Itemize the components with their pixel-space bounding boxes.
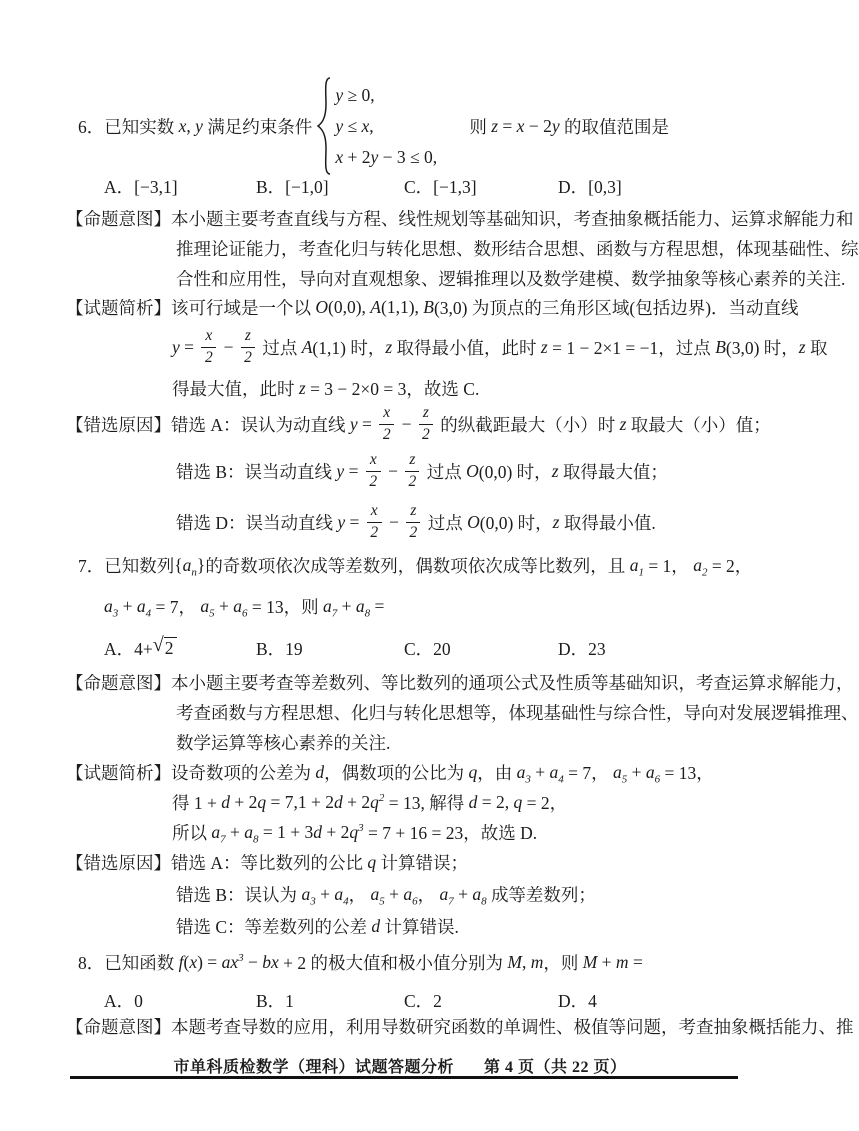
- text-run: 计算错误；: [376, 852, 469, 873]
- math-run: z: [298, 377, 306, 398]
- text-run: (0,0),: [328, 296, 371, 317]
- text-run: +: [337, 595, 356, 616]
- text-run: A．[−3,1]: [104, 176, 178, 197]
- text-run: + 2: [343, 146, 371, 167]
- option-b: [256, 988, 294, 1013]
- text-run: ≤: [343, 115, 362, 136]
- fraction: [406, 503, 420, 541]
- math-subscripted: $a_6$: [403, 883, 418, 907]
- math-run: y: [335, 84, 344, 105]
- text-run: 取: [805, 337, 828, 358]
- text-run: 的纵截距最大（小）时: [435, 414, 620, 435]
- question-6-stem: [78, 80, 669, 172]
- q6-analysis-line-1: [66, 294, 799, 320]
- math-run: z: [540, 336, 548, 357]
- fraction: [241, 328, 255, 366]
- text-run: +: [453, 883, 473, 904]
- option-d: [558, 174, 622, 199]
- text-run: =: [345, 511, 364, 532]
- subscript: 4: [145, 607, 152, 619]
- superscript: 2: [378, 791, 385, 804]
- option-b: [256, 636, 303, 661]
- text-run: +: [118, 595, 137, 616]
- text-run: }: [196, 554, 206, 575]
- text-run: ,: [369, 115, 374, 136]
- q6-analysis-line-3: [172, 375, 479, 401]
- text-run: + 2: [342, 791, 371, 812]
- fraction-numerator: x: [201, 328, 216, 347]
- math-run: x: [335, 146, 344, 167]
- text-run: = 13, 解得: [384, 792, 469, 813]
- q6-intent-line-3: [176, 265, 845, 291]
- text-run: 得最大值，此时: [172, 378, 299, 399]
- fraction-numerator: z: [405, 452, 419, 471]
- subscript: 1: [638, 566, 644, 578]
- math-run: A: [301, 336, 313, 357]
- text-run: 6．已知实数: [78, 116, 179, 137]
- text-run: 【错选原因】错选 A：等比数列的公比: [66, 852, 368, 873]
- subscript: 6: [412, 895, 418, 907]
- fraction: [379, 405, 394, 443]
- text-run: 成等差数列；: [486, 884, 596, 905]
- constraint-row: [335, 116, 437, 137]
- text-run: 【错选原因】错选 A：误认为动直线: [66, 414, 350, 435]
- constraint-row: [335, 147, 437, 168]
- text-run: 合性和应用性，导向对直观想象、逻辑推理以及数学建模、数学抽象等核心素养的关注.: [176, 268, 846, 289]
- option-c: [404, 988, 442, 1013]
- footer-title: 市单科质检数学（理科）试题答题分析: [173, 1058, 454, 1076]
- text-run: (: [183, 951, 190, 972]
- text-run: = 1 − 2×1 = −1，过点: [547, 337, 716, 358]
- text-run: +: [214, 595, 234, 616]
- text-run: = 7，: [563, 762, 613, 783]
- text-run: = 7 + 16 = 23，故选 D.: [363, 822, 538, 843]
- q6-analysis-line-2: [172, 324, 827, 370]
- subscript: 5: [379, 895, 385, 907]
- fraction-numerator: z: [419, 405, 433, 424]
- text-run: 错选 D：误当动直线: [176, 512, 338, 533]
- text-run: 的奇数项依次成等差数列，偶数项依次成等比数列，且: [205, 555, 630, 576]
- math-subscripted: $a_6$: [233, 595, 248, 619]
- text-run: 错选 B：误认为: [176, 884, 302, 905]
- math-run: q: [257, 791, 267, 812]
- math-run: y: [335, 115, 344, 136]
- math-subscripted: $a_4$: [136, 595, 152, 619]
- text-run: + 2 的极大值和极小值分别为: [278, 952, 508, 973]
- text-run: 的取值范围是: [559, 116, 669, 137]
- text-run: B．1: [256, 990, 294, 1011]
- q6-wrong-choice-a: [66, 401, 771, 447]
- fraction-numerator: z: [241, 328, 255, 347]
- q7-intent-line-3: [176, 729, 390, 755]
- text-run: =: [498, 115, 517, 136]
- math-subscripted: $a_7$: [211, 821, 226, 845]
- option-a: [104, 636, 177, 661]
- option-b: [256, 174, 329, 199]
- fraction-denominator: 2: [244, 348, 252, 366]
- math-run: B: [423, 296, 434, 317]
- text-run: + 2: [322, 821, 350, 842]
- text-run: 考查函数与方程思想、化归与转化思想等，体现基础性与综合性，导向对发展逻辑推理、: [176, 702, 859, 723]
- math-run: z: [551, 460, 559, 481]
- math-run: d: [313, 821, 322, 842]
- q7-analysis-line-3: [172, 819, 537, 845]
- text-run: 数学运算等核心素养的关注.: [176, 732, 391, 753]
- q8-intent-line-1: [66, 1013, 854, 1039]
- text-run: 取得最小值.: [559, 512, 656, 533]
- math-run: m: [615, 951, 629, 972]
- text-run: A．4+: [104, 638, 153, 659]
- text-run: 过点: [423, 512, 468, 533]
- text-run: −: [219, 336, 238, 357]
- text-run: ，由: [477, 762, 517, 783]
- math-run: A: [370, 296, 381, 317]
- fraction-denominator: 2: [382, 425, 391, 443]
- footer-page-number: 第 4 页（共 22 页）: [484, 1058, 627, 1076]
- math-subscripted: $a_8$: [472, 883, 487, 907]
- text-run: ≥ 0,: [343, 84, 375, 105]
- subscript: 6: [654, 773, 661, 785]
- text-run: +: [315, 883, 335, 904]
- math-subscripted: $a_4$: [549, 761, 564, 785]
- math-subscripted: $a_7$: [439, 883, 454, 907]
- question-7-stem-2: [104, 593, 384, 619]
- text-run: = 2，: [707, 555, 753, 576]
- subscript: 7: [331, 607, 338, 619]
- fraction: [405, 452, 419, 490]
- math-run: d: [371, 915, 381, 936]
- text-run: C．[−1,3]: [404, 176, 477, 197]
- q7-analysis-line-2: [172, 789, 567, 815]
- math-run: z: [619, 413, 627, 434]
- subscript: 2: [701, 566, 708, 578]
- text-run: 8．已知函数: [78, 952, 179, 973]
- text-run: 【命题意图】本小题主要考查等差数列、等比数列的通项公式及性质等基础知识，考查运算求解能力，: [66, 672, 854, 693]
- constraint-row: [335, 85, 437, 106]
- q7-intent-line-1: [66, 669, 854, 695]
- text-run: 【命题意图】本题考查导数的应用，利用导数研究函数的单调性、极值等问题，考查抽象概括能力、推: [66, 1016, 854, 1037]
- subscript: 5: [209, 607, 215, 619]
- footer-rule: [70, 1076, 738, 1079]
- text-run: (1,1),: [381, 296, 424, 317]
- text-run: 【命题意图】本小题主要考查直线与方程、线性规划等基础知识，考查抽象概括能力、运算求解能力和: [66, 208, 854, 229]
- text-run: =: [179, 336, 199, 357]
- math-run: M: [582, 951, 598, 972]
- subscript: n: [191, 566, 197, 578]
- text-run: = 13，则: [247, 596, 323, 617]
- math-run: a: [221, 951, 231, 972]
- math-run: m: [530, 951, 544, 972]
- subscript: 7: [448, 895, 454, 907]
- math-run: d: [334, 791, 343, 812]
- square-root: [152, 634, 177, 659]
- text-run: 7．已知数列: [78, 555, 175, 576]
- text-run: (0,0) 时，: [478, 461, 552, 482]
- option-a: [104, 174, 178, 199]
- text-run: +: [530, 761, 550, 782]
- fraction-numerator: z: [406, 503, 420, 522]
- subscript: 5: [621, 773, 628, 785]
- text-run: = 2，: [522, 792, 568, 813]
- text-run: =: [370, 595, 385, 616]
- text-run: C．20: [404, 638, 451, 659]
- text-run: 取得最大值；: [558, 461, 668, 482]
- text-run: − 2: [524, 115, 552, 136]
- text-run: 推理论证能力，考查化归与转化思想、数形结合思想、函数与方程思想，体现基础性、综: [176, 238, 859, 259]
- fraction: [367, 503, 382, 541]
- math-subscripted: $a_5$: [200, 595, 215, 619]
- subscript: 3: [310, 895, 316, 907]
- fraction: [419, 405, 433, 443]
- math-subscripted: $a_3$: [104, 595, 119, 619]
- text-run: ,: [521, 951, 531, 972]
- math-run: y: [370, 146, 379, 167]
- text-run: D．23: [558, 638, 606, 659]
- text-run: = 3 − 2×0 = 3，故选 C.: [305, 378, 480, 399]
- math-run: bx: [262, 951, 279, 972]
- text-run: 满足约束条件: [202, 116, 313, 137]
- text-run: 错选 B：误当动直线: [176, 461, 337, 482]
- radical-icon: √: [152, 634, 164, 656]
- math-run: O: [466, 460, 479, 481]
- q7-wrong-choice-c: [176, 913, 459, 939]
- math-run: y: [337, 511, 346, 532]
- text-run: 所以: [172, 822, 212, 843]
- math-subscripted: $a_n$: [182, 554, 197, 578]
- math-subscripted: $a_8$: [244, 821, 259, 845]
- math-run: z: [491, 115, 499, 136]
- math-run: z: [385, 336, 393, 357]
- option-d: [558, 988, 597, 1013]
- subscript: 8: [253, 833, 259, 845]
- text-run: 错选 C：等差数列的公差: [176, 916, 372, 937]
- text-run: +: [384, 883, 404, 904]
- subscript: 3: [112, 607, 119, 619]
- fraction-numerator: x: [367, 503, 382, 522]
- fraction-denominator: 2: [409, 523, 418, 541]
- math-run: O: [315, 296, 329, 317]
- text-run: =: [344, 460, 363, 481]
- text-run: (1,1) 时，: [312, 337, 386, 358]
- math-run: y: [349, 413, 358, 434]
- math-run: z: [798, 336, 806, 357]
- text-run: B．[−1,0]: [256, 176, 329, 197]
- math-superscripted: $q^3$: [349, 821, 364, 842]
- math-run: y: [551, 115, 560, 136]
- subscript: 8: [364, 607, 371, 619]
- question-7-stem-1: [78, 552, 752, 578]
- text-run: 则: [443, 116, 492, 137]
- fraction-numerator: x: [366, 452, 381, 471]
- text-run: = 7，: [151, 596, 201, 617]
- math-subscripted: $a_8$: [355, 595, 371, 619]
- subscript: 8: [481, 895, 487, 907]
- math-subscripted: $a_5$: [370, 883, 385, 907]
- fraction-denominator: 2: [408, 472, 417, 490]
- subscript: 4: [343, 895, 349, 907]
- constraint-system: [316, 76, 437, 176]
- option-a: [104, 988, 143, 1013]
- math-run: z: [552, 511, 560, 532]
- text-run: ) =: [197, 951, 222, 972]
- text-run: {: [174, 554, 183, 575]
- math-run: x: [178, 115, 187, 136]
- text-run: (3,0) 为顶点的三角形区域(包括边界)．当动直线: [433, 297, 799, 318]
- text-run: (3,0) 时，: [725, 337, 799, 358]
- q7-wrong-choice-a: [66, 849, 468, 875]
- text-run: −: [383, 460, 403, 481]
- text-run: 过点: [257, 337, 302, 358]
- math-run: y: [195, 115, 203, 136]
- constraint-rows: [335, 85, 437, 168]
- option-d: [558, 636, 606, 661]
- text-run: ，偶数项的公比为: [324, 762, 469, 783]
- page-footer: [0, 1052, 800, 1078]
- math-run: d: [221, 791, 230, 812]
- text-run: = 13，: [660, 762, 714, 783]
- math-subscripted: $a_7$: [323, 595, 338, 619]
- fraction: [201, 328, 216, 366]
- math-run: x: [516, 115, 525, 136]
- text-run: ，则: [543, 952, 583, 973]
- text-run: −: [384, 511, 404, 532]
- text-run: −: [243, 951, 263, 972]
- text-run: B．19: [256, 638, 303, 659]
- superscript: 3: [238, 951, 244, 964]
- q7-intent-line-2: [176, 699, 859, 725]
- text-run: D．4: [558, 990, 597, 1011]
- math-subscripted: $a_6$: [645, 761, 661, 785]
- math-run: d: [315, 761, 325, 782]
- q6-wrong-choice-b: [176, 448, 668, 494]
- text-run: 【试题简析】该可行域是一个以: [66, 297, 316, 318]
- math-run: x: [189, 951, 198, 972]
- radicand: 2: [164, 637, 177, 659]
- left-brace-icon: [316, 76, 332, 176]
- text-run: = 1，: [643, 555, 694, 576]
- math-run: q: [513, 791, 523, 812]
- math-subscripted: $a_5$: [613, 761, 628, 785]
- math-run: B: [715, 336, 726, 357]
- text-run: D．[0,3]: [558, 176, 622, 197]
- fraction: [366, 452, 381, 490]
- math-subscripted: $a_3$: [301, 883, 316, 907]
- text-run: −: [397, 413, 416, 434]
- text-run: C．2: [404, 990, 442, 1011]
- text-run: ，: [417, 884, 440, 905]
- math-run: q: [468, 761, 478, 782]
- math-run: y: [172, 336, 180, 357]
- subscript: 7: [220, 833, 226, 845]
- subscript: 6: [242, 607, 248, 619]
- math-run: q: [367, 851, 377, 872]
- subscript: 3: [525, 773, 531, 785]
- text-run: 【试题简析】设奇数项的公差为: [66, 762, 316, 783]
- q6-wrong-choice-d: [176, 499, 656, 545]
- text-run: 得 1 +: [172, 792, 222, 813]
- math-subscripted: $a_3$: [516, 761, 531, 785]
- q6-intent-line-1: [66, 205, 854, 231]
- math-run: M: [507, 951, 522, 972]
- math-subscripted: $a_4$: [334, 883, 349, 907]
- text-run: A．0: [104, 990, 143, 1011]
- text-run: +: [225, 821, 245, 842]
- math-run: f: [178, 951, 184, 972]
- text-run: 过点: [422, 461, 467, 482]
- text-run: =: [357, 413, 377, 434]
- text-run: 取最大（小）值；: [626, 414, 771, 435]
- text-run: ，: [348, 884, 371, 905]
- text-run: (0,0) 时，: [479, 512, 553, 533]
- text-run: = 1 + 3: [258, 821, 314, 842]
- text-run: ,: [186, 115, 196, 136]
- math-run: d: [468, 791, 478, 812]
- fraction-denominator: 2: [204, 348, 213, 366]
- text-run: − 3 ≤ 0,: [378, 146, 438, 167]
- superscript: 3: [358, 821, 364, 834]
- text-run: +: [627, 761, 646, 782]
- fraction-denominator: 2: [369, 472, 378, 490]
- q6-intent-line-2: [176, 235, 859, 261]
- text-run: = 2,: [477, 791, 514, 812]
- subscript: 4: [558, 773, 564, 785]
- math-run: y: [336, 460, 345, 481]
- math-subscripted: $a_1$: [629, 554, 644, 578]
- fraction-denominator: 2: [370, 523, 379, 541]
- text-run: =: [628, 951, 643, 972]
- fraction-numerator: x: [379, 405, 394, 424]
- math-superscripted: $x^3$: [230, 951, 244, 972]
- text-run: 取得最小值，此时: [392, 337, 541, 358]
- option-c: [404, 636, 451, 661]
- text-run: 计算错误.: [380, 916, 459, 937]
- math-run: O: [467, 511, 480, 532]
- question-8-stem: [78, 949, 643, 975]
- q7-wrong-choice-b: [176, 881, 596, 907]
- fraction-denominator: 2: [421, 425, 430, 443]
- q7-analysis-line-1: [66, 759, 714, 785]
- text-run: = 7,1 + 2: [266, 791, 334, 812]
- text-run: + 2: [230, 791, 258, 812]
- math-superscripted: $q^2$: [370, 791, 385, 812]
- math-subscripted: $a_2$: [693, 554, 708, 578]
- text-run: +: [597, 951, 616, 972]
- option-c: [404, 174, 477, 199]
- math-run: x: [361, 115, 370, 136]
